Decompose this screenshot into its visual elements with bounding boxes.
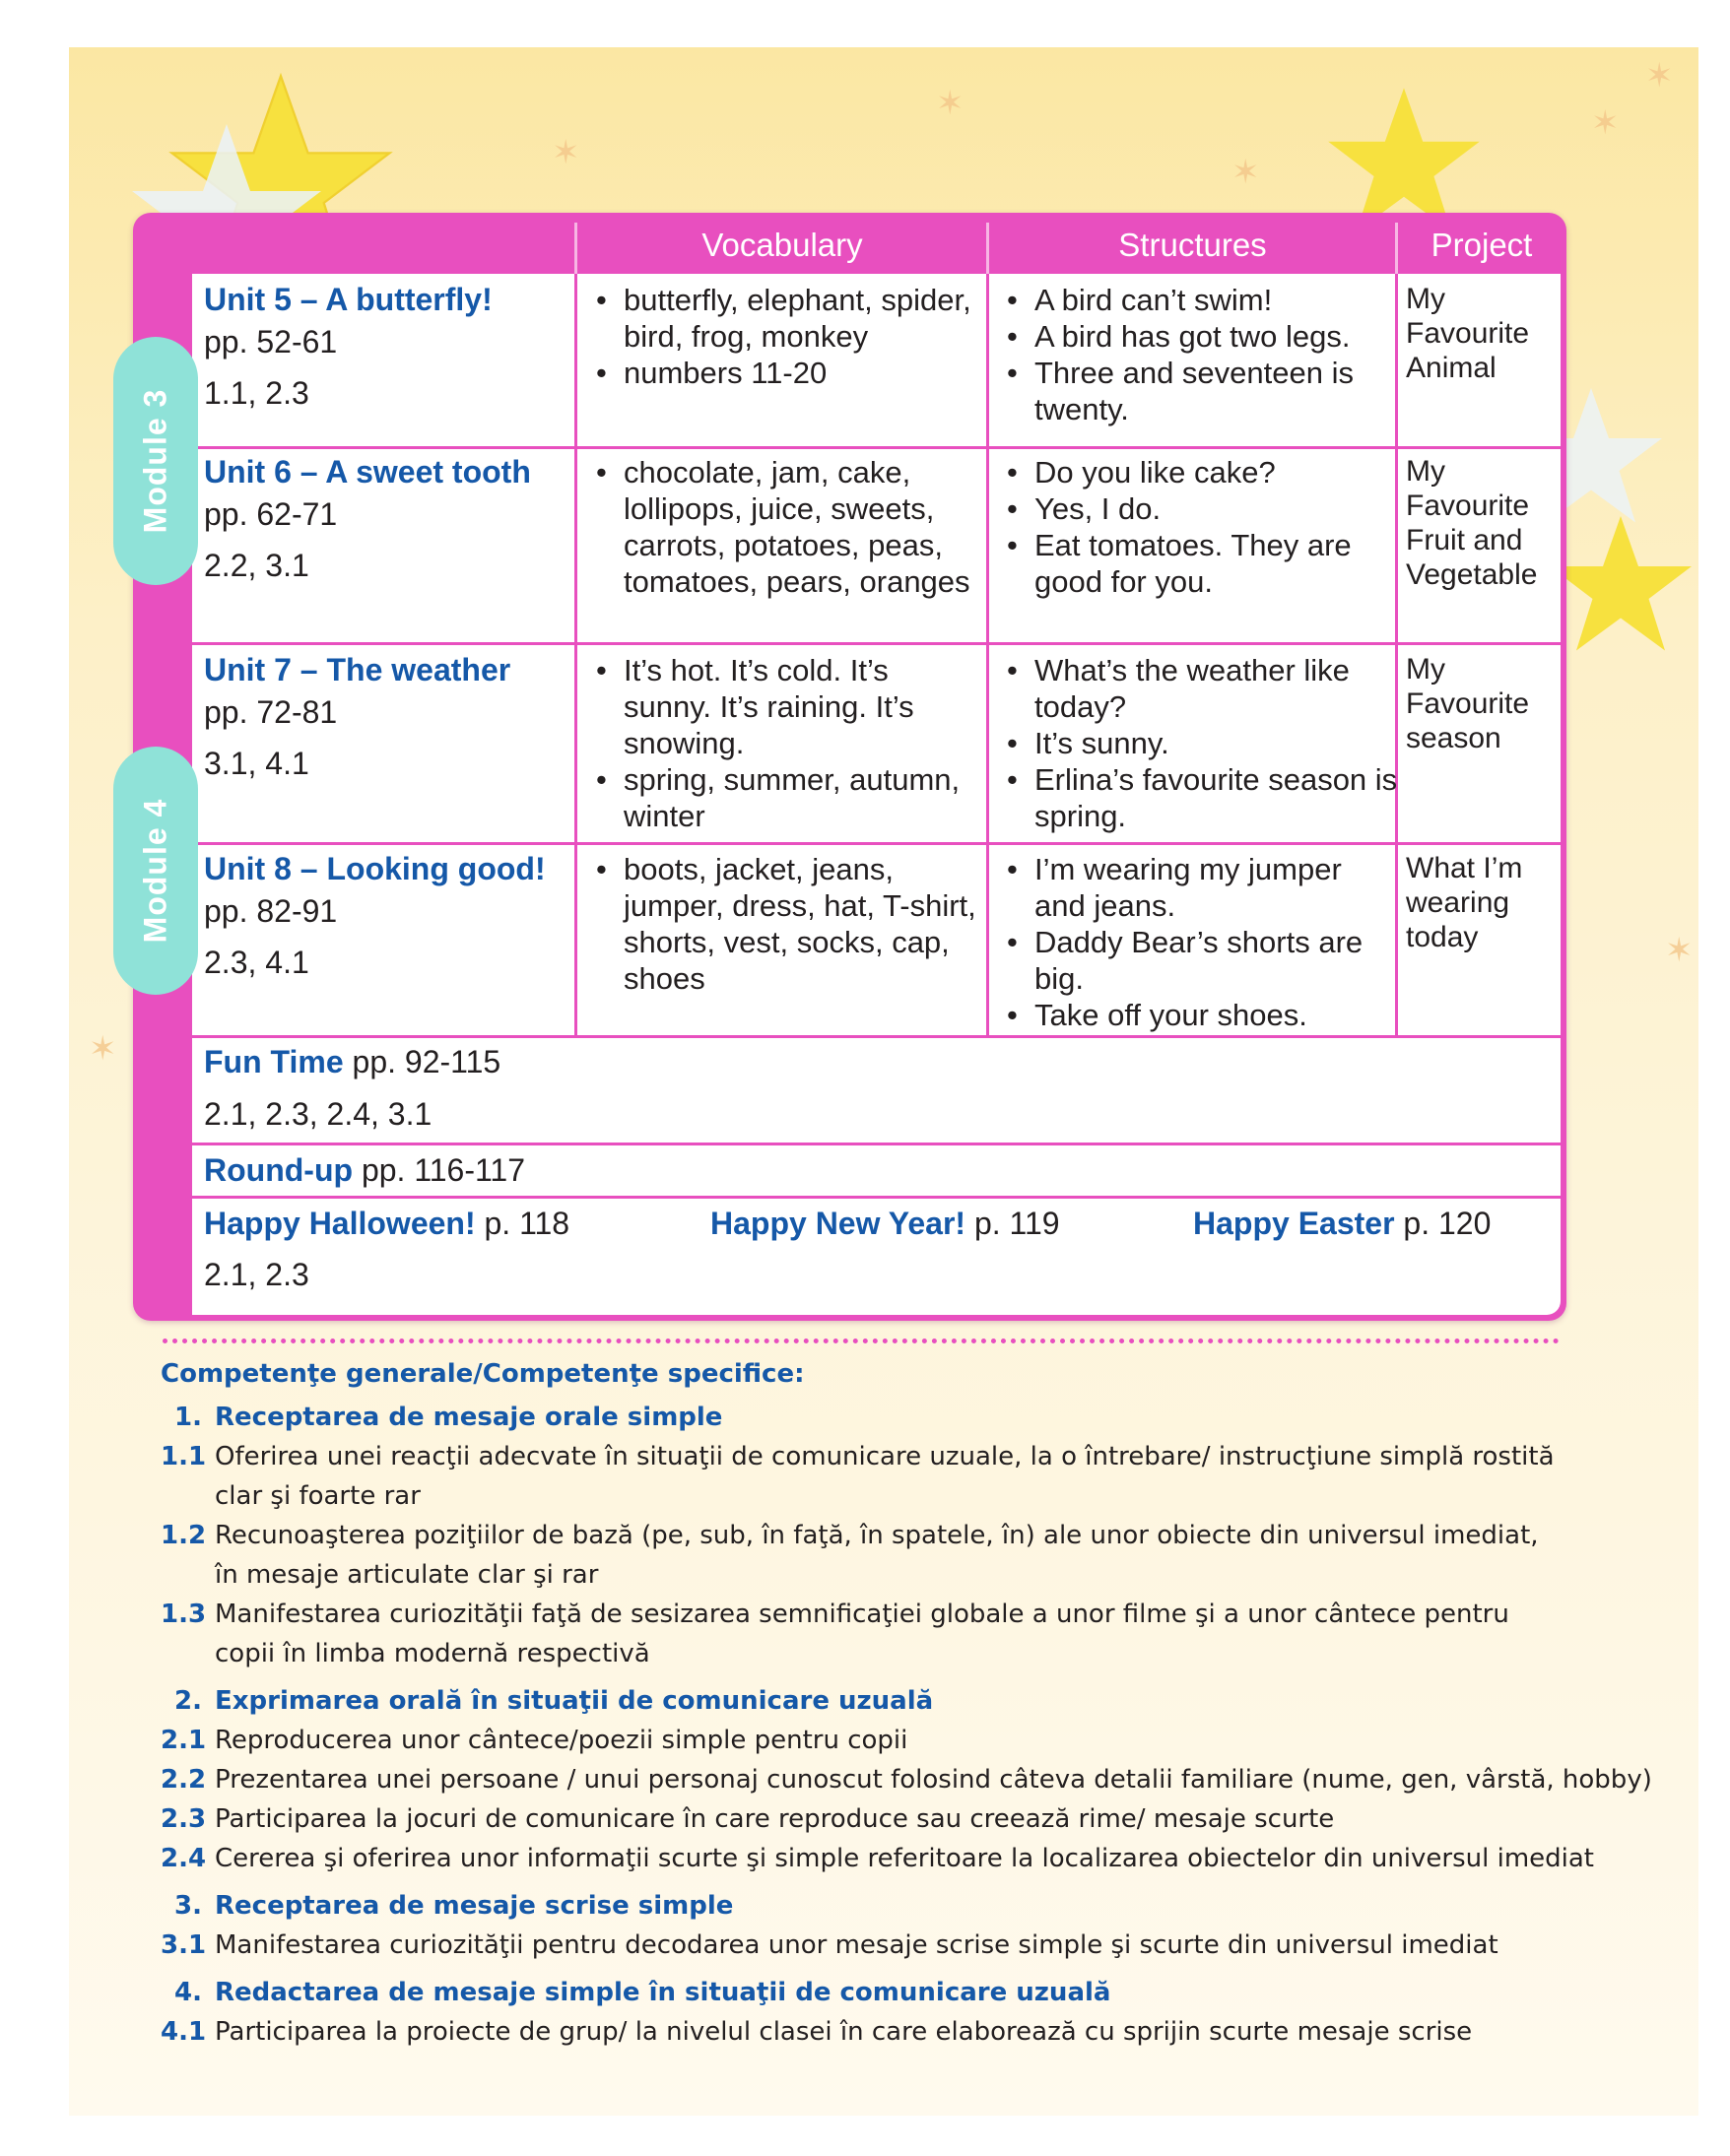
competence-text: clar şi foarte rar [215, 1481, 421, 1511]
list-item: • It’s hot. It’s cold. It’s sunny. It’s raining. It’s snowing. [584, 652, 983, 761]
vocabulary-list [584, 282, 983, 391]
list-item: • Yes, I do. [995, 490, 1389, 527]
fun-time-row [204, 1044, 500, 1080]
header-structures: Structures [1118, 227, 1267, 263]
category-title: Exprimarea orală în situaţii de comunicare uzuală [215, 1686, 934, 1716]
round-up-label: Round-up [204, 1152, 354, 1188]
competence-text: în mesaje articulate clar şi rar [215, 1560, 599, 1590]
project-name: My Favourite Animal [1406, 283, 1530, 384]
list-item: • butterfly, elephant, spider, bird, frog, monkey [584, 282, 983, 355]
vocabulary-list [584, 851, 978, 997]
category-number: 4. [174, 1978, 202, 2007]
unit-competences: 1.1, 2.3 [204, 375, 309, 411]
fun-time-pages: pp. 92-115 [352, 1044, 501, 1079]
module-tab: Module 4 [113, 747, 198, 995]
structures-list [995, 282, 1399, 427]
competence-number: 1.1 [161, 1442, 207, 1471]
competence-number: 2.2 [161, 1765, 207, 1795]
unit-title: Unit 6 – A sweet tooth [204, 454, 531, 490]
list-item: • boots, jacket, jeans, jumper, dress, hat, T-shirt, shorts, vest, socks, cap, shoes [584, 851, 978, 997]
structures-list [995, 652, 1399, 834]
list-item: • Three and seventeen is twenty. [995, 355, 1399, 427]
project-name: What I’m wearing today [1406, 852, 1523, 953]
competence-text: Manifestarea curiozităţii pentru decodarea unor mesaje scrise simple şi scurte din universul imediat [215, 1930, 1498, 1960]
row-divider [192, 642, 1561, 645]
row-divider [192, 1143, 1561, 1145]
project-name: My Favourite season [1406, 653, 1530, 754]
sparkle-icon: ✶ [1591, 104, 1620, 142]
category-title: Redactarea de mesaje simple în situaţii de comunicare uzuală [215, 1978, 1111, 2007]
structures-list [995, 851, 1394, 1033]
list-item: • Erlina’s favourite season is spring. [995, 761, 1399, 834]
sparkle-icon: ✶ [1231, 154, 1260, 191]
holidays-competences: 2.1, 2.3 [204, 1257, 309, 1292]
competence-number: 2.1 [161, 1726, 207, 1755]
unit-pages: pp. 52-61 [204, 324, 338, 359]
list-item: • numbers 11-20 [584, 355, 983, 391]
list-item: • What’s the weather like today? [995, 652, 1399, 725]
competences-heading: Competenţe generale/Competenţe specifice: [161, 1359, 805, 1389]
header-divider [574, 223, 577, 274]
list-item: • Do you like cake? [995, 454, 1389, 490]
column-divider [574, 274, 577, 1035]
competence-text: copii în limba modernă respectivă [215, 1639, 650, 1668]
list-item: • It’s sunny. [995, 725, 1399, 761]
competence-text: Participarea la proiecte de grup/ la nivelul clasei în care elaborează cu sprijin scurte mesaje scrise [215, 2017, 1473, 2047]
competence-text: Cererea şi oferirea unor informaţii scurte şi simple referitoare la localizarea obiectelor din universul imediat [215, 1844, 1595, 1873]
row-divider [192, 446, 1561, 449]
list-item: • Daddy Bear’s shorts are big. [995, 924, 1394, 997]
list-item: • chocolate, jam, cake, lollipops, juice, sweets, carrots, potatoes, peas, tomatoes, pears, oranges [584, 454, 973, 600]
sparkle-icon: ✶ [936, 85, 965, 122]
competence-number: 2.3 [161, 1804, 207, 1834]
holiday-halloween: Happy Halloween! p. 118 [204, 1206, 570, 1241]
list-item: • Take off your shoes. [995, 997, 1394, 1033]
unit-title: Unit 5 – A butterfly! [204, 282, 493, 317]
vocabulary-list [584, 652, 983, 834]
header-divider [1395, 223, 1398, 274]
round-up-row [204, 1152, 525, 1189]
competence-number: 2.4 [161, 1844, 207, 1873]
competence-text: Prezentarea unei persoane / unui personaj cunoscut folosind câteva detalii familiare (nume, gen, vârstă, hobby) [215, 1765, 1652, 1795]
holiday-easter: Happy Easter p. 120 [1193, 1206, 1492, 1241]
fun-time-competences: 2.1, 2.3, 2.4, 3.1 [204, 1096, 432, 1132]
fun-time-label: Fun Time [204, 1044, 344, 1079]
category-number: 2. [174, 1686, 202, 1716]
unit-title: Unit 7 – The weather [204, 652, 511, 687]
row-divider [192, 1196, 1561, 1199]
unit-competences: 3.1, 4.1 [204, 746, 309, 781]
table-body [192, 274, 1561, 1315]
competence-number: 4.1 [161, 2017, 207, 2047]
list-item: • A bird has got two legs. [995, 318, 1399, 355]
unit-pages: pp. 82-91 [204, 893, 338, 929]
star-icon [1547, 510, 1695, 658]
row-divider [192, 1035, 1561, 1038]
module-tab: Module 3 [113, 337, 198, 585]
vocabulary-list [584, 454, 973, 600]
header-project: Project [1431, 227, 1533, 263]
unit-competences: 2.2, 3.1 [204, 548, 309, 583]
list-item: • I’m wearing my jumper and jeans. [995, 851, 1394, 924]
competence-text: Oferirea unei reacţii adecvate în situaţii de comunicare uzuale, la o întrebare/ instrucţiune simplă rostită [215, 1442, 1555, 1471]
competence-number: 1.2 [161, 1521, 207, 1550]
unit-competences: 2.3, 4.1 [204, 945, 309, 980]
section-divider [163, 1339, 1560, 1343]
sparkle-icon: ✶ [552, 134, 580, 171]
project-name: My Favourite Fruit and Vegetable [1406, 455, 1538, 591]
competence-text: Participarea la jocuri de comunicare în care reproduce sau creează rime/ mesaje scurte [215, 1804, 1335, 1834]
round-up-pages: pp. 116-117 [361, 1152, 525, 1188]
list-item: • Eat tomatoes. They are good for you. [995, 527, 1389, 600]
structures-list [995, 454, 1389, 600]
competence-text: Reproducerea unor cântece/poezii simple pentru copii [215, 1726, 908, 1755]
category-number: 3. [174, 1891, 202, 1921]
competence-number: 1.3 [161, 1600, 207, 1629]
header-divider [986, 223, 989, 274]
category-title: Receptarea de mesaje scrise simple [215, 1891, 734, 1921]
sparkle-icon: ✶ [89, 1030, 117, 1068]
category-title: Receptarea de mesaje orale simple [215, 1403, 723, 1432]
unit-pages: pp. 62-71 [204, 496, 338, 532]
competence-text: Recunoaşterea poziţiilor de bază (pe, sub, în faţă, în spatele, în) ale unor obiecte din universul imediat, [215, 1521, 1539, 1550]
competence-text: Manifestarea curiozităţii faţă de sesizarea semnificaţiei globale a unor filme şi a unor cântece pentru [215, 1600, 1509, 1629]
row-divider [192, 842, 1561, 845]
unit-pages: pp. 72-81 [204, 694, 338, 730]
list-item: • A bird can’t swim! [995, 282, 1399, 318]
column-divider [986, 274, 989, 1035]
syllabus-table [133, 213, 1566, 1321]
list-item: • spring, summer, autumn, winter [584, 761, 983, 834]
sparkle-icon: ✶ [1645, 57, 1674, 95]
sparkle-icon: ✶ [1665, 932, 1694, 969]
holiday-new-year: Happy New Year! p. 119 [710, 1206, 1060, 1241]
header-vocabulary: Vocabulary [701, 227, 863, 263]
unit-title: Unit 8 – Looking good! [204, 851, 546, 886]
category-number: 1. [174, 1403, 202, 1432]
competence-number: 3.1 [161, 1930, 207, 1960]
